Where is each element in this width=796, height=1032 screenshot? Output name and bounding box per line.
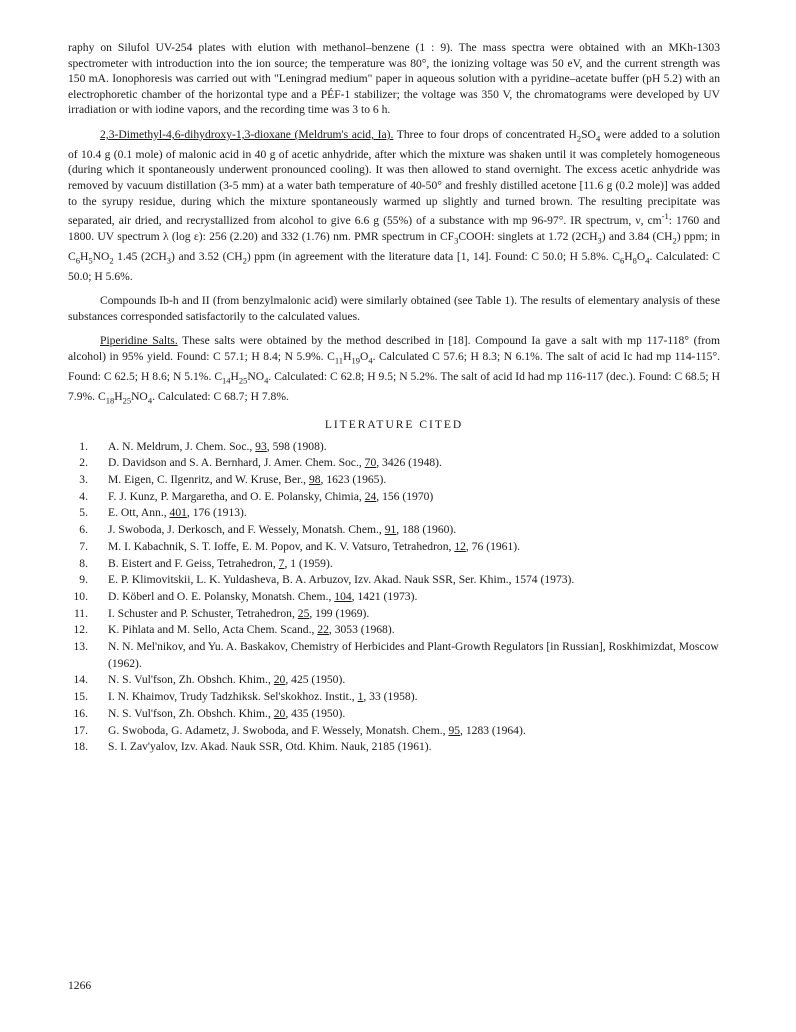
literature-cited-heading: LITERATURE CITED: [324, 418, 464, 431]
page-body: [68, 40, 720, 756]
reference-item: [68, 556, 720, 573]
reference-item: [68, 622, 720, 639]
reference-item: [68, 455, 720, 472]
reference-number: 5.: [79, 506, 88, 520]
text-run: 22: [317, 623, 329, 637]
text-run: 1: [357, 690, 364, 704]
text-run: , 1623 (1965).: [320, 473, 387, 487]
text-run: ) ppm; in C: [68, 229, 720, 263]
text-run: 91: [384, 523, 397, 537]
page-number: 1266: [68, 979, 92, 992]
text-run: Compounds Ib-h and II (from benzylmalonic acid) were similarly obtained (see Table 1). The results of elementary analysis of these substances corresponded satisfactorily to the calculated values.: [68, 294, 720, 323]
subscript: 3: [166, 254, 172, 265]
text-run: 7: [278, 556, 285, 570]
text-run: N. S. Vul'fson, Zh. Obshch. Khim.,: [108, 673, 274, 687]
text-run: B. Eistert and F. Geiss, Tetrahedron,: [108, 556, 279, 570]
subscript: 25: [122, 395, 132, 406]
text-run: M. I. Kabachnik, S. T. Ioffe, E. M. Popov, and K. V. Vatsuro, Tetrahedron,: [108, 539, 455, 553]
subscript: 2: [672, 235, 677, 246]
paragraph: [68, 40, 720, 118]
subscript: 6: [619, 254, 625, 265]
text-run: , 1421 (1973).: [351, 589, 418, 603]
text-run: . Calculated: C 50.0; H 5.6%.: [68, 249, 720, 283]
text-run: 1.45 (2CH: [113, 249, 167, 263]
subscript: 14: [222, 375, 231, 386]
subscript: 2: [576, 133, 582, 144]
subscript: 4: [264, 375, 269, 386]
reference-item: [68, 589, 720, 606]
reference-number: 17.: [73, 723, 88, 737]
subscript: 4: [595, 133, 601, 144]
subscript: 19: [351, 355, 360, 366]
reference-item: [68, 489, 720, 506]
subscript: 8: [632, 254, 637, 265]
text-run: D. Davidson and S. A. Bernhard, J. Amer. Chem. Soc.,: [108, 456, 365, 470]
text-run: N. S. Vul'fson, Zh. Obshch. Khim.,: [108, 706, 274, 720]
reference-item: [68, 472, 720, 489]
reference-item: [68, 539, 720, 556]
subscript: 5: [88, 254, 93, 265]
text-run: 70: [364, 456, 377, 470]
text-run: H: [624, 249, 633, 263]
text-run: NO: [92, 249, 110, 263]
text-run: 104: [334, 589, 352, 603]
text-run: D. Köberl and O. E. Polansky, Monatsh. Chem.,: [108, 589, 335, 603]
subscript: 3: [597, 235, 602, 246]
reference-number: 11.: [73, 606, 88, 620]
text-run: SO: [581, 127, 596, 141]
text-run: These salts were obtained by the method described in [18]. Compound Ia gave a salt with mp 117-118° (from alcohol) in 95% yield. Found: C 57.1; H 8.4; N 5.9%. C: [68, 334, 721, 363]
text-run: O: [636, 249, 646, 263]
reference-number: 1.: [79, 439, 88, 453]
text-run: H: [114, 389, 123, 403]
reference-item: [68, 739, 720, 756]
text-run: E. P. Klimovitskii, L. K. Yuldasheva, B. A. Arbuzov, Izv. Akad. Nauk SSR, Ser. Khim., 1574 (1973).: [108, 573, 575, 587]
text-run: 2,3-Dimethyl-4,6-dihydroxy-1,3-dioxane (Meldrum's acid, Ia).: [100, 127, 394, 141]
subscript: 2: [109, 254, 114, 265]
text-run: H: [79, 249, 89, 263]
reference-number: 16.: [73, 706, 88, 720]
reference-item: [68, 672, 720, 689]
subscript: 4: [368, 355, 373, 366]
text-run: ) ppm (in agreement with the literature data [1, 14]. Found: C 50.0; H 5.8%. C: [246, 249, 620, 263]
text-run: , 435 (1950).: [285, 706, 346, 720]
text-run: E. Ott, Ann.,: [108, 506, 170, 520]
reference-number: 15.: [73, 690, 88, 704]
text-run: I. Schuster and P. Schuster, Tetrahedron,: [108, 606, 298, 620]
text-run: , 76 (1961).: [465, 539, 521, 553]
text-run: . Calculated: C 68.7; H 7.8%.: [152, 389, 289, 403]
subscript: 3: [454, 235, 459, 246]
reference-item: [68, 639, 720, 672]
text-run: K. Pihlata and M. Sello, Acta Chem. Scand.,: [108, 623, 318, 637]
reference-number: 6.: [79, 523, 88, 537]
reference-number: 10.: [73, 589, 88, 603]
text-run: , 156 (1970): [376, 489, 434, 503]
subscript: 4: [147, 395, 153, 406]
text-run: 401: [169, 506, 187, 520]
text-run: S. I. Zav'yalov, Izv. Akad. Nauk SSR, Otd. Khim. Nauk, 2185 (1961).: [108, 740, 432, 754]
text-run: NO: [247, 369, 265, 383]
paragraph: [68, 333, 720, 408]
reference-item: [68, 505, 720, 522]
text-run: I. N. Khaimov, Trudy Tadzhiksk. Sel'skokhoz. Instit.,: [108, 690, 358, 704]
text-run: 20: [273, 706, 286, 720]
reference-number: 7.: [79, 539, 88, 553]
superscript: -1: [661, 211, 669, 222]
text-run: , 3426 (1948).: [376, 456, 442, 470]
text-run: A. N. Meldrum, J. Chem. Soc.,: [108, 439, 256, 453]
text-run: , 598 (1908).: [266, 439, 327, 453]
subscript: 6: [75, 254, 80, 265]
text-run: M. Eigen, C. Ilgenritz, and W. Kruse, Ber.,: [108, 473, 309, 487]
reference-number: 4.: [79, 489, 88, 503]
reference-number: 3.: [79, 473, 88, 487]
text-run: . Calculated C 57.6; H 8.3; N 6.1%. The salt of acid Ic had mp 114-115°. Found: C 62.5; H 8.6; N 5.1%. C: [68, 349, 720, 383]
text-run: , 33 (1958).: [363, 690, 418, 704]
reference-item: [68, 689, 720, 706]
text-run: H: [230, 369, 239, 383]
subscript: 25: [238, 375, 248, 386]
text-run: 95: [448, 723, 461, 737]
text-run: , 199 (1969).: [309, 606, 370, 620]
experimental-text: [68, 40, 720, 409]
text-run: , 3053 (1968).: [328, 623, 395, 637]
reference-item: [68, 522, 720, 539]
reference-number: 13.: [73, 640, 88, 654]
reference-item: [68, 572, 720, 589]
reference-item: [68, 439, 720, 456]
paragraph: [68, 293, 720, 324]
text-run: 24: [364, 489, 377, 503]
text-run: J. Swoboda, J. Derkosch, and F. Wessely, Monatsh. Chem.,: [108, 523, 385, 537]
reference-number: 8.: [79, 556, 88, 570]
text-run: , 176 (1913).: [186, 506, 247, 520]
text-run: ) and 3.84 (CH: [601, 229, 673, 243]
text-run: , 425 (1950).: [285, 673, 346, 687]
text-run: 12: [454, 539, 466, 553]
text-run: , 1 (1959).: [284, 556, 333, 570]
subscript: 18: [105, 395, 115, 406]
text-run: , 1283 (1964).: [460, 723, 526, 737]
text-run: 25: [297, 606, 310, 620]
text-run: Piperidine Salts.: [100, 334, 178, 348]
text-run: ) and 3.52 (CH: [171, 249, 243, 263]
reference-number: 12.: [73, 623, 88, 637]
reference-number: 18.: [73, 740, 88, 754]
text-run: F. J. Kunz, P. Margaretha, and O. E. Polansky, Chimia,: [108, 489, 365, 503]
text-run: G. Swoboda, G. Adametz, J. Swoboda, and F. Wessely, Monatsh. Chem.,: [108, 723, 449, 737]
text-run: 93: [255, 439, 267, 453]
text-run: , 188 (1960).: [396, 523, 457, 537]
text-run: Three to four drops of concentrated H: [393, 127, 577, 141]
subscript: 11: [334, 355, 344, 366]
text-run: COOH: singlets at 1.72 (2CH: [458, 229, 598, 243]
text-run: O: [359, 349, 369, 363]
reference-item: [68, 706, 720, 723]
reference-list: [68, 439, 720, 756]
text-run: 20: [273, 673, 286, 687]
reference-number: 2.: [79, 456, 88, 470]
text-run: N. N. Mel'nikov, and Yu. A. Baskakov, Chemistry of Herbicides and Plant-Growth Regulators [in Russian], Roskhimizdat, Moscow (1962).: [108, 640, 719, 670]
text-run: : 1760 and 1800. UV spectrum λ (log ε): 256 (2.20) and 332 (1.76) nm. PMR spectrum in CF: [68, 214, 720, 243]
reference-item: [68, 723, 720, 740]
text-run: NO: [131, 389, 148, 403]
reference-item: [68, 606, 720, 623]
text-run: were added to a solution of 10.4 g (0.1 mole) of malonic acid in 40 g of acetic anhydride, after which the mixture was shaken until it was completely homogeneous (during which it spontaneously underwent pronounced cooling). It was then allowed to stand overnight. The excess acetic anhydride was removed by vacuum distillation (3-5 mm) at a water bath temperature of 40-50° and freshly distilled acetone [11.6 g (0.2 mole)] was added to the syrupy residue, during which the mixture spontaneously warmed up slightly and turned brown. The resulting precipitate was separated, air dried, and recrystallized from alcohol to give 6.6 g (55%) of a substance with mp 96-97°. IR spectrum, ν, cm: [68, 127, 720, 228]
reference-number: 9.: [79, 573, 88, 587]
text-run: 98: [308, 473, 321, 487]
text-run: H: [343, 349, 352, 363]
subscript: 2: [242, 254, 247, 265]
text-run: raphy on Silufol UV-254 plates with elution with methanol–benzene (1 : 9). The mass spectra were obtained with an MKh-1303 spectrometer with introduction into the ion source; the temperature was 80°, the ionizing voltage was 50 eV, and the current strength was 150 mA. Ionophoresis was carried out with "Leningrad medium" paper in aqueous solution with a pyridine–acetate buffer (pH 5.2) with an electrophoretic chamber of the horizontal type and a PÉF-1 stabilizer; the voltage was 350 V, the chromatograms were developed by UV irradiation or with iodine vapors, and the recording time was 3 to 6 h.: [68, 41, 720, 117]
paragraph: [68, 127, 720, 284]
text-run: . Calculated: C 62.8; H 9.5; N 5.2%. The salt of acid Id had mp 116-117 (dec.). Found: C 68.5; H 7.9%. C: [68, 369, 720, 403]
reference-number: 14.: [73, 673, 88, 687]
subscript: 4: [645, 254, 650, 265]
